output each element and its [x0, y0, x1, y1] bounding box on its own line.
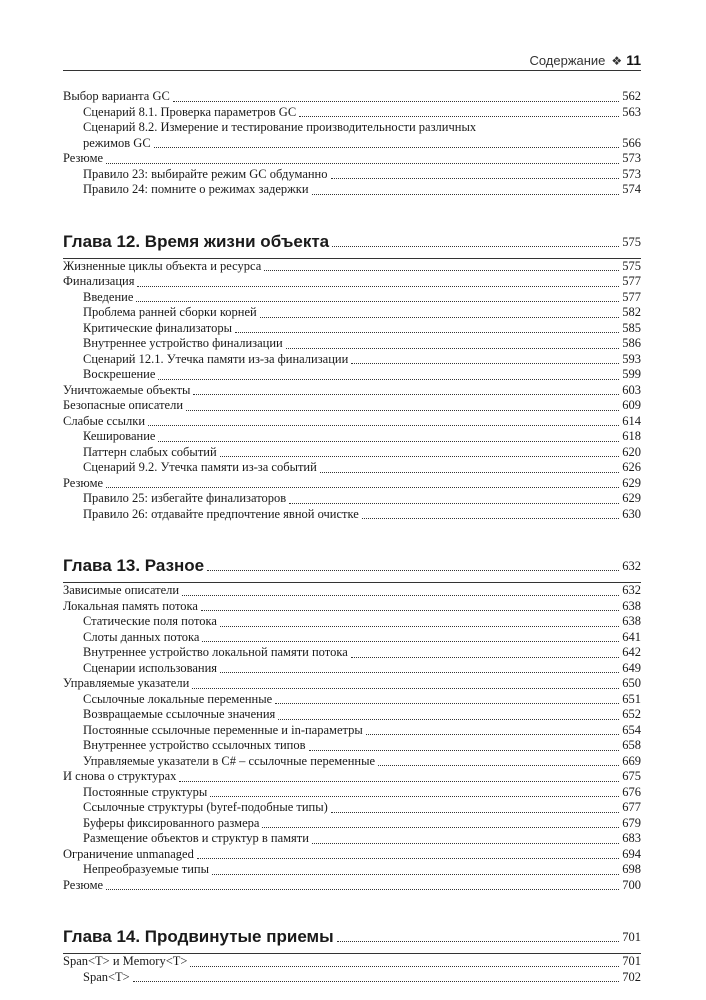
dot-leader [235, 332, 619, 333]
toc-entry-title: Постоянные ссылочные переменные и in-параметры [83, 722, 363, 737]
toc-entry[interactable] [63, 862, 641, 878]
toc-entry-title: Управляемые указатели [63, 676, 190, 690]
dot-leader [278, 719, 619, 720]
header-section-title: Содержание [529, 53, 606, 68]
toc-entry[interactable] [63, 831, 641, 847]
toc-entry-page: 609 [622, 398, 641, 412]
chapter-page: 575 [622, 234, 641, 249]
toc-entry-title: Сценарий 8.1. Проверка параметров GC [83, 104, 297, 119]
dot-leader [207, 570, 619, 571]
toc-entry[interactable] [63, 274, 641, 290]
toc-entry-page: 562 [622, 89, 641, 103]
toc-entry[interactable] [63, 754, 641, 770]
toc-entry[interactable] [63, 352, 641, 368]
chapter-heading[interactable] [63, 917, 641, 947]
toc-entry[interactable] [63, 167, 641, 183]
toc-entry-page: 593 [622, 351, 641, 366]
toc-entry[interactable] [63, 305, 641, 321]
toc-entry[interactable] [63, 723, 641, 739]
dot-leader [202, 641, 619, 642]
toc-entry[interactable] [63, 151, 641, 167]
toc-entry-page: 603 [622, 382, 641, 397]
toc-entry[interactable] [63, 738, 641, 754]
toc-entry[interactable] [63, 847, 641, 863]
dot-leader [331, 812, 619, 813]
dot-leader [148, 425, 619, 426]
toc-entry-title: Сценарий 12.1. Утечка памяти из-за финализации [83, 351, 349, 366]
toc-entry-page: 683 [622, 831, 641, 845]
toc-entry[interactable] [63, 321, 641, 337]
toc-entry[interactable] [63, 476, 641, 492]
chapter-page: 632 [622, 559, 641, 573]
toc-entry[interactable] [63, 105, 641, 121]
toc-entry[interactable] [63, 290, 641, 306]
toc-entry[interactable] [63, 89, 641, 105]
dot-leader [154, 147, 620, 148]
toc-entry-title: Паттерн слабых событий [83, 444, 217, 459]
dot-leader [136, 301, 619, 302]
toc-entry-page: 676 [622, 784, 641, 799]
toc-entry-title: Локальная память потока [63, 598, 198, 613]
toc-entry-title: Жизненные циклы объекта и ресурса [63, 258, 262, 273]
toc-entry[interactable] [63, 429, 641, 445]
dot-leader [137, 286, 619, 287]
dot-leader [186, 410, 619, 411]
dot-leader [337, 941, 620, 942]
toc-entry-title: И снова о структурах [63, 769, 177, 783]
toc-entry-title: Безопасные описатели [63, 398, 184, 412]
toc-entry-page: 632 [622, 583, 641, 597]
toc-entry-page: 577 [622, 289, 641, 304]
toc-entry-title: Сценарий 9.2. Утечка памяти из-за событий [83, 460, 317, 474]
toc-entry[interactable] [63, 800, 641, 816]
toc-entry-title: Проблема ранней сборки корней [83, 305, 257, 319]
dot-leader [106, 163, 619, 164]
toc-entry-title: Ограничение unmanaged [63, 846, 194, 861]
toc-entry-title: Ссылочные структуры (byref-подобные типы) [83, 800, 328, 814]
toc-entry-title: Управляемые указатели в C# – ссылочные переменные [83, 753, 376, 768]
toc-entry[interactable] [63, 182, 641, 198]
chapter-title: Глава 14. Продвинутые приемы [63, 927, 334, 946]
toc-entry-line: Сценарий 8.2. Измерение и тестирование производительности различных [83, 120, 477, 134]
toc-entry[interactable] [63, 645, 641, 661]
toc-entry-title: Постоянные структуры [83, 784, 208, 799]
dot-leader [212, 874, 619, 875]
dot-leader [193, 394, 619, 395]
toc-entry[interactable] [63, 816, 641, 832]
dot-leader [106, 889, 619, 890]
toc-entry[interactable] [63, 367, 641, 383]
dot-leader [286, 348, 620, 349]
toc-entry-page: 574 [622, 182, 641, 196]
dot-leader [158, 379, 619, 380]
toc-entry[interactable] [63, 460, 641, 476]
toc-entry[interactable] [63, 692, 641, 708]
toc-entry-page: 618 [622, 429, 641, 443]
toc-entry-page: 641 [622, 629, 641, 644]
toc-entry-page: 638 [622, 598, 641, 613]
diamond-bullet-icon: ❖ [611, 54, 623, 68]
toc-entry-title: Кеширование [83, 429, 156, 443]
toc-entry[interactable] [63, 583, 641, 599]
toc-entry[interactable] [63, 970, 641, 986]
toc-entry-title: Статические поля потока [83, 614, 217, 628]
toc-entry-page: 658 [622, 738, 641, 752]
toc-entry-title: Правило 23: выбирайте режим GC обдуманно [83, 166, 328, 181]
dot-leader [362, 518, 619, 519]
toc-entry-page: 642 [622, 645, 641, 659]
chapter-heading[interactable] [63, 546, 641, 576]
toc-entry-title: Span<T> [83, 969, 130, 984]
toc-entry-page: 629 [622, 475, 641, 490]
toc-entry-title: Введение [83, 289, 134, 304]
toc-entry[interactable] [63, 676, 641, 692]
toc-entry-page: 585 [622, 320, 641, 335]
toc-entry-page: 701 [622, 954, 641, 968]
toc-entry[interactable] [63, 383, 641, 399]
toc-entry-title: Внутреннее устройство финализации [83, 336, 283, 350]
dot-leader [264, 270, 619, 271]
dot-leader [190, 966, 619, 967]
chapter-title: Глава 13. Разное [63, 556, 205, 575]
toc-entry-title: Слоты данных потока [83, 629, 200, 644]
toc-entry-title: Слабые ссылки [63, 413, 146, 428]
toc-entry-page: 629 [622, 491, 641, 505]
toc-entry-title: Внутреннее устройство ссылочных типов [83, 738, 306, 752]
toc-entry-title: Сценарии использования [83, 660, 218, 675]
header-rule [63, 70, 641, 71]
toc-entry[interactable] [63, 614, 641, 630]
toc-entry-title: Финализация [63, 274, 135, 288]
toc-entry[interactable] [63, 661, 641, 677]
dot-leader [158, 441, 619, 442]
toc-entry-title: Резюме [63, 475, 104, 490]
toc-entry-page: 638 [622, 614, 641, 628]
toc-entry[interactable] [63, 785, 641, 801]
dot-leader [197, 858, 619, 859]
toc-entry-title: Размещение объектов и структур в памяти [83, 831, 309, 845]
dot-leader [179, 781, 619, 782]
toc-entry-title: Возвращаемые ссылочные значения [83, 707, 276, 721]
toc-entry-page: 626 [622, 460, 641, 474]
dot-leader [220, 626, 619, 627]
toc-entry-title: режимов GC [83, 135, 151, 150]
toc-entry[interactable] [63, 398, 641, 414]
dot-leader [220, 456, 620, 457]
toc-entry[interactable] [63, 954, 641, 970]
toc-entry-title: Внутреннее устройство локальной памяти потока [83, 645, 348, 659]
toc-entry[interactable] [63, 259, 641, 275]
toc-entry-title: Ссылочные локальные переменные [83, 691, 273, 706]
toc-entry-title: Выбор варианта GC [63, 89, 170, 103]
toc-entry-title: Span<T> и Memory<T> [63, 954, 188, 968]
toc-entry-page: 679 [622, 815, 641, 830]
toc-entry-page: 575 [622, 258, 641, 273]
dot-leader [331, 178, 620, 179]
toc-entry-title: Критические финализаторы [83, 320, 232, 335]
dot-leader [289, 503, 619, 504]
toc-entry[interactable] [63, 445, 641, 461]
dot-leader [173, 101, 619, 102]
toc-entry-page: 652 [622, 707, 641, 721]
dot-leader [192, 688, 619, 689]
toc-entry-page: 630 [622, 506, 641, 521]
toc-entry-page: 582 [622, 305, 641, 319]
table-of-contents [63, 89, 641, 985]
dot-leader [312, 194, 620, 195]
toc-entry[interactable] [63, 769, 641, 785]
toc-entry-title: Правило 24: помните о режимах задержки [83, 182, 309, 196]
running-header [63, 50, 641, 70]
toc-entry-page: 563 [622, 104, 641, 119]
dot-leader [299, 116, 619, 117]
toc-entry-page: 566 [622, 135, 641, 150]
toc-entry-page: 614 [622, 413, 641, 428]
toc-entry-page: 577 [622, 274, 641, 288]
toc-entry-title: Буферы фиксированного размера [83, 815, 260, 830]
toc-entry[interactable] [63, 878, 641, 894]
toc-entry-title: Воскрешение [83, 367, 156, 381]
toc-entry[interactable] [63, 707, 641, 723]
dot-leader [275, 703, 619, 704]
toc-entry[interactable] [63, 491, 641, 507]
toc-entry-page: 599 [622, 367, 641, 381]
toc-entry-title: Непреобразуемые типы [83, 862, 210, 876]
toc-entry[interactable] [63, 414, 641, 430]
toc-entry-page: 698 [622, 862, 641, 876]
chapter-heading[interactable] [63, 222, 641, 252]
toc-entry-title: Уничтожаемые объекты [63, 382, 191, 397]
toc-entry-page: 669 [622, 753, 641, 768]
dot-leader [182, 595, 619, 596]
toc-entry-page: 675 [622, 769, 641, 783]
toc-entry-page: 650 [622, 676, 641, 690]
toc-entry-title: Зависимые описатели [63, 583, 180, 597]
toc-entry-title: Резюме [63, 151, 104, 165]
toc-entry-title: Правило 25: избегайте финализаторов [83, 491, 287, 505]
dot-leader [378, 765, 619, 766]
toc-entry[interactable] [63, 507, 641, 523]
dot-leader [351, 363, 619, 364]
toc-entry[interactable] [63, 630, 641, 646]
toc-entry-page: 654 [622, 722, 641, 737]
toc-entry-page: 702 [622, 969, 641, 984]
toc-entry-title: Правило 26: отдавайте предпочтение явной очистке [83, 506, 359, 521]
toc-entry-page: 573 [622, 151, 641, 165]
dot-leader [210, 796, 619, 797]
dot-leader [312, 843, 619, 844]
chapter-page: 701 [622, 930, 641, 944]
dot-leader [133, 981, 620, 982]
dot-leader [320, 472, 619, 473]
toc-entry-page: 573 [622, 166, 641, 181]
dot-leader [332, 246, 619, 247]
toc-entry[interactable] [63, 599, 641, 615]
dot-leader [260, 317, 620, 318]
toc-entry[interactable] [63, 336, 641, 352]
toc-entry-page: 651 [622, 691, 641, 706]
dot-leader [201, 610, 619, 611]
toc-entry-page: 700 [622, 877, 641, 892]
toc-entry-page: 649 [622, 660, 641, 675]
dot-leader [220, 672, 619, 673]
toc-entry-page: 694 [622, 846, 641, 861]
dot-leader [106, 487, 619, 488]
toc-entry-page: 620 [622, 444, 641, 459]
page-number: 11 [626, 52, 641, 68]
dot-leader [262, 827, 619, 828]
chapter-title: Глава 12. Время жизни объекта [63, 231, 330, 251]
toc-entry-page: 677 [622, 800, 641, 814]
toc-entry[interactable] [63, 136, 641, 152]
dot-leader [351, 657, 620, 658]
toc-entry-title: Резюме [63, 877, 104, 892]
toc-entry-page: 586 [622, 336, 641, 350]
dot-leader [366, 734, 619, 735]
dot-leader [309, 750, 620, 751]
